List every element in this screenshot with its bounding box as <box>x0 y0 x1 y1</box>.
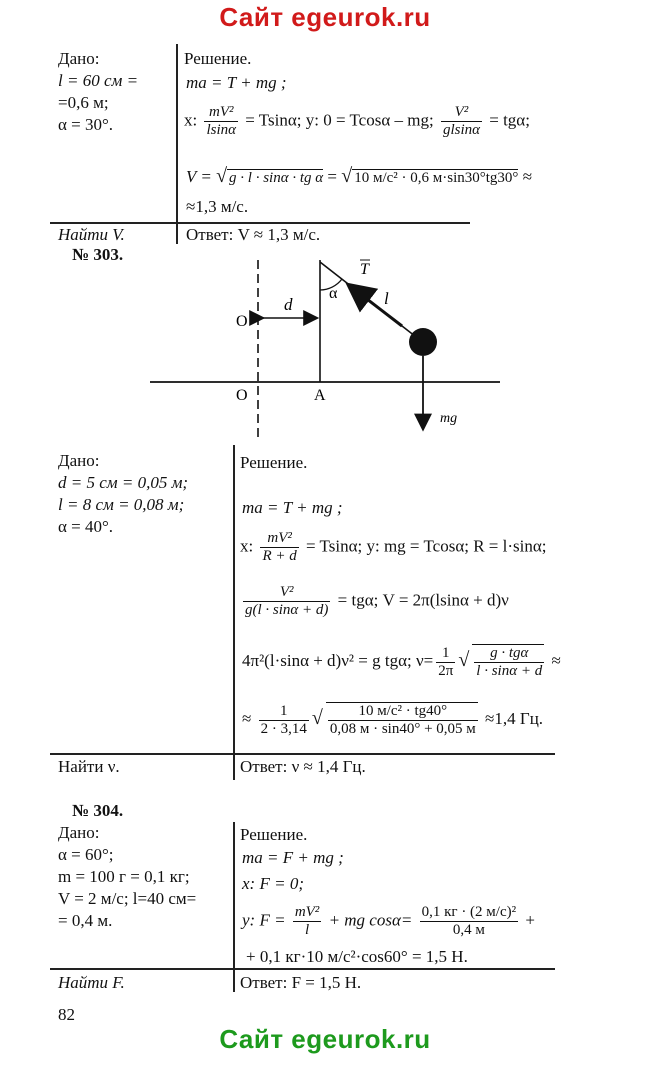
fraction <box>441 104 482 139</box>
fraction-denominator: l · sinα + d <box>476 663 543 679</box>
fraction-numerator: 10 м/с² · tg40° <box>328 703 478 721</box>
solution-header: Решение. <box>240 453 308 472</box>
fraction <box>243 584 330 619</box>
equation-suffix: ≈ <box>522 167 533 186</box>
equation <box>240 584 509 619</box>
equation <box>242 904 535 939</box>
find-label: Найти F. <box>58 973 125 992</box>
equation-prefix: 4π²(l·sinα + d)ν² = g tgα; <box>242 650 412 670</box>
fraction-numerator: g · tgα <box>474 645 544 663</box>
fraction <box>420 904 519 939</box>
fraction <box>204 104 238 139</box>
given-line: α = 60°; <box>58 845 114 864</box>
label-O: O <box>236 313 248 330</box>
divider-vertical <box>233 445 235 780</box>
divider-horizontal <box>50 968 555 970</box>
equation: x: F = 0; <box>242 874 304 893</box>
fraction <box>472 644 544 680</box>
label-d: d <box>284 295 293 314</box>
radicand: g · l · sinα · tg α <box>229 170 324 186</box>
divider-vertical <box>176 44 178 244</box>
equals: = <box>327 167 337 186</box>
fraction-numerator: mV² <box>294 904 320 920</box>
fraction-denominator: R + d <box>262 548 297 564</box>
pendulum-bob <box>409 328 437 356</box>
label-T: T <box>360 261 369 278</box>
given-line: α = 40°. <box>58 517 114 536</box>
given-line: Дано: <box>58 451 100 470</box>
fraction-denominator: l <box>304 922 310 938</box>
answer: Ответ: V ≈ 1,3 м/с. <box>186 225 321 244</box>
fraction-denominator: 0,4 м <box>452 922 485 938</box>
given-line: V = 2 м/с; l=40 см= <box>58 889 197 908</box>
fraction-denominator: g(l · sinα + d) <box>245 602 329 618</box>
equation-suffix: = tgα; V = 2π(lsinα + d)ν <box>337 590 509 610</box>
sqrt-icon: √ <box>216 165 228 187</box>
given-line: l = 8 см = 0,08 м; <box>58 495 185 514</box>
fraction <box>260 530 298 565</box>
fraction-denominator: 0,08 м · sin40° + 0,05 м <box>329 721 476 737</box>
page-number: 82 <box>58 1005 75 1024</box>
divider-vertical <box>233 822 235 992</box>
given-line: = 0,4 м. <box>58 911 113 930</box>
equation-prefix: y: F = <box>242 910 286 930</box>
given-line: α = 30°. <box>58 115 114 134</box>
fraction-numerator: mV² <box>204 104 238 122</box>
problem-number: № 303. <box>72 245 124 264</box>
sqrt-icon: √ <box>458 648 470 671</box>
label-l: l <box>384 289 389 308</box>
fraction-numerator: 1 <box>259 703 309 721</box>
equation-middle: + mg cosα= <box>328 910 413 930</box>
equation-suffix: ≈1,4 Гц. <box>485 708 544 728</box>
equation: + 0,1 кг·10 м/с²·cos60° = 1,5 Н. <box>246 947 468 966</box>
find-label: Найти V. <box>58 225 125 244</box>
sqrt-icon: √ <box>311 706 323 729</box>
given-line: Дано: <box>58 49 100 68</box>
equation <box>186 166 532 189</box>
fraction-denominator: 2 · 3,14 <box>260 720 307 737</box>
given-line: Дано: <box>58 823 100 842</box>
site-watermark-bottom: Сайт egeurok.ru <box>219 1024 431 1054</box>
fraction <box>259 703 309 738</box>
fraction <box>326 702 478 738</box>
tension-arrow <box>350 286 402 326</box>
fraction-numerator: V² <box>243 584 330 602</box>
problem-number: № 304. <box>72 801 124 820</box>
fraction-denominator: 2π <box>438 662 454 679</box>
fraction-denominator: lsinα <box>206 122 237 138</box>
radicand: 10 м/с² · 0,6 м·sin30°tg30° <box>354 170 519 186</box>
fraction-numerator: 1 <box>436 645 455 663</box>
sqrt-icon: √ <box>341 165 353 187</box>
solution-header: Решение. <box>240 825 308 844</box>
equation-suffix: + <box>525 910 535 930</box>
fraction <box>293 904 322 939</box>
label-alpha: α <box>329 285 338 302</box>
given-line: l = 60 см = <box>58 71 139 90</box>
fraction-numerator: mV² <box>260 530 298 548</box>
equation-prefix: x: <box>184 110 198 130</box>
given-line: d = 5 см = 0,05 м; <box>58 473 189 492</box>
equation <box>184 104 530 139</box>
equation-prefix: ≈ <box>242 708 252 728</box>
equation-suffix: = Tsinα; y: mg = Tcosα; R = l·sinα; <box>306 536 547 556</box>
answer: Ответ: F = 1,5 Н. <box>240 973 362 992</box>
equation <box>242 702 543 738</box>
answer: Ответ: ν ≈ 1,4 Гц. <box>240 757 366 776</box>
label-A: A <box>314 387 326 404</box>
find-label: Найти ν. <box>58 757 120 776</box>
fraction-numerator: 0,1 кг · (2 м/с)² <box>421 904 517 920</box>
equation: ma = T + mg ; <box>186 73 287 92</box>
equation <box>242 644 561 680</box>
equation-middle: = Tsinα; y: 0 = Tcosα – mg; <box>245 110 434 130</box>
equation-prefix: x: <box>240 536 254 556</box>
fraction-numerator: V² <box>441 104 482 122</box>
given-line: =0,6 м; <box>58 93 109 112</box>
fraction <box>436 645 455 680</box>
divider-horizontal <box>50 753 555 755</box>
label-mg: mg <box>440 411 458 426</box>
equation-suffix: ≈ <box>551 650 561 670</box>
fraction-denominator: glsinα <box>442 122 480 138</box>
pendulum-diagram <box>0 250 650 450</box>
label-O-prime: O <box>236 387 248 404</box>
solution-header: Решение. <box>184 49 252 68</box>
site-watermark-top: Сайт egeurok.ru <box>219 2 431 32</box>
given-line: m = 100 г = 0,1 кг; <box>58 867 190 886</box>
nu-equals: ν= <box>415 650 434 670</box>
equation <box>240 530 546 565</box>
equation-prefix: V = <box>186 167 212 186</box>
equation: ≈1,3 м/с. <box>186 197 249 216</box>
equation: ma = T + mg ; <box>242 498 343 517</box>
equation: ma = F + mg ; <box>242 848 344 867</box>
equation-suffix: = tgα; <box>489 110 530 130</box>
